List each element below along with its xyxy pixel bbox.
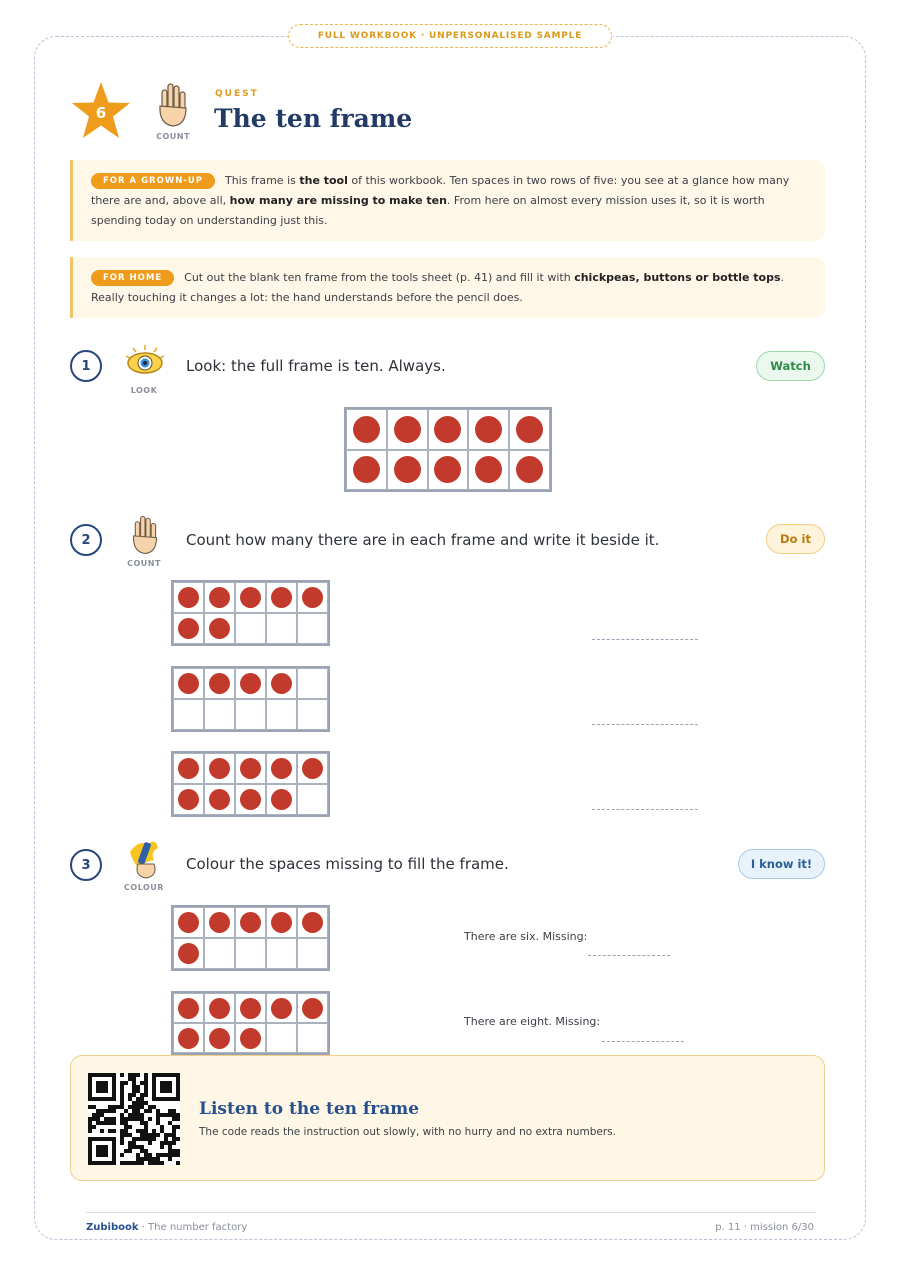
missing-prompt: There are six. Missing:: [464, 930, 588, 943]
counter-dot: [302, 912, 323, 933]
note-bold: the tool: [299, 174, 348, 187]
frame-cell: [266, 582, 297, 613]
frame-cell: [173, 784, 204, 815]
counter-dot: [271, 673, 292, 694]
grown-up-note: [70, 160, 825, 241]
frame-cell[interactable]: [173, 907, 204, 938]
counter-dot: [240, 789, 261, 810]
answer-line[interactable]: [588, 955, 670, 956]
counter-dot: [271, 998, 292, 1019]
frame-cell: [173, 668, 204, 699]
frame-cell[interactable]: [204, 993, 235, 1023]
ten-frame[interactable]: [171, 905, 330, 971]
frame-cell: [204, 699, 235, 730]
frame-cell: [428, 450, 469, 491]
counter-dot: [475, 416, 502, 443]
step-instruction: Count how many there are in each frame and write it beside it.: [186, 531, 660, 549]
counter-dot: [353, 456, 380, 483]
counter-dot: [240, 587, 261, 608]
home-tag: FOR HOME: [91, 270, 174, 286]
counter-dot: [434, 416, 461, 443]
note-text: . Really touching it changes a lot: the hand understands before the pencil does.: [91, 271, 785, 304]
icon-caption-colour: COLOUR: [124, 883, 164, 892]
frame-cell: [204, 668, 235, 699]
ten-frame: [171, 666, 330, 732]
frame-cell[interactable]: [204, 907, 235, 938]
counter-dot: [209, 789, 230, 810]
counter-dot: [240, 912, 261, 933]
frame-cell[interactable]: [297, 1023, 328, 1053]
missing-prompt: There are eight. Missing:: [464, 1015, 601, 1028]
eye-icon: [124, 344, 166, 378]
brand-subtitle: · The number factory: [138, 1222, 248, 1233]
counter-dot: [209, 912, 230, 933]
frame-cell[interactable]: [204, 1023, 235, 1053]
frame-cell: [387, 409, 428, 450]
counter-dot: [434, 456, 461, 483]
qr-code-icon[interactable]: [88, 1073, 180, 1165]
frame-cell[interactable]: [297, 993, 328, 1023]
counter-dot: [178, 1028, 199, 1049]
counter-dot: [240, 998, 261, 1019]
step-instruction: Colour the spaces missing to fill the frame.: [186, 855, 509, 873]
frame-cell[interactable]: [266, 938, 297, 969]
quest-kicker: QUEST: [215, 89, 259, 99]
counter-dot: [178, 587, 199, 608]
frame-cell: [509, 450, 550, 491]
frame-cell: [173, 613, 204, 644]
page-title: The ten frame: [214, 104, 413, 133]
frame-cell: [266, 668, 297, 699]
frame-cell: [346, 409, 387, 450]
frame-cell: [235, 582, 266, 613]
counter-dot: [302, 758, 323, 779]
listen-qr-panel: [70, 1055, 825, 1181]
qr-subtitle: The code reads the instruction out slowly, with no hurry and no extra numbers.: [199, 1126, 616, 1138]
counter-dot: [209, 618, 230, 639]
counter-dot: [178, 943, 199, 964]
counter-dot: [209, 1028, 230, 1049]
frame-cell[interactable]: [173, 938, 204, 969]
counter-dot: [178, 618, 199, 639]
note-bold: how many are missing to make ten: [229, 194, 447, 207]
frame-cell: [266, 699, 297, 730]
i-know-it-button[interactable]: I know it!: [738, 849, 825, 879]
frame-cell: [468, 450, 509, 491]
counter-dot: [271, 587, 292, 608]
answer-line[interactable]: [592, 639, 698, 640]
sample-tag: FULL WORKBOOK · UNPERSONALISED SAMPLE: [288, 24, 612, 48]
frame-cell[interactable]: [235, 907, 266, 938]
frame-cell: [235, 753, 266, 784]
frame-cell: [297, 784, 328, 815]
counting-hand-icon: [130, 512, 160, 558]
step-number: 3: [70, 849, 102, 881]
frame-cell[interactable]: [266, 1023, 297, 1053]
counter-dot: [271, 758, 292, 779]
frame-cell: [204, 753, 235, 784]
counter-dot: [178, 673, 199, 694]
frame-cell: [387, 450, 428, 491]
frame-cell[interactable]: [266, 993, 297, 1023]
counter-dot: [394, 416, 421, 443]
counter-dot: [178, 998, 199, 1019]
frame-cell[interactable]: [297, 938, 328, 969]
note-text: This frame is: [224, 174, 300, 187]
frame-cell: [428, 409, 469, 450]
note-bold: chickpeas, buttons or bottle tops: [574, 271, 781, 284]
counter-dot: [240, 758, 261, 779]
frame-cell: [468, 409, 509, 450]
counter-dot: [209, 998, 230, 1019]
counter-dot: [240, 673, 261, 694]
counter-dot: [209, 758, 230, 779]
counter-dot: [178, 912, 199, 933]
frame-cell: [204, 784, 235, 815]
frame-cell: [297, 753, 328, 784]
ten-frame: [344, 407, 552, 492]
icon-caption-look: LOOK: [130, 386, 158, 395]
frame-cell[interactable]: [266, 907, 297, 938]
frame-cell: [266, 784, 297, 815]
frame-cell[interactable]: [204, 938, 235, 969]
frame-cell: [235, 613, 266, 644]
frame-cell: [235, 668, 266, 699]
frame-cell: [297, 582, 328, 613]
brand-name: Zubibook: [86, 1222, 139, 1233]
frame-cell: [297, 613, 328, 644]
footer-brand: [86, 1222, 247, 1233]
frame-cell[interactable]: [297, 907, 328, 938]
counter-dot: [516, 456, 543, 483]
ten-frame: [171, 580, 330, 646]
footer-divider: [86, 1212, 816, 1213]
counter-dot: [302, 587, 323, 608]
frame-cell: [235, 784, 266, 815]
frame-cell: [235, 699, 266, 730]
frame-cell: [266, 753, 297, 784]
page-number: p. 11 · mission 6/30: [715, 1222, 814, 1233]
counter-dot: [209, 673, 230, 694]
frame-cell[interactable]: [235, 938, 266, 969]
qr-title: Listen to the ten frame: [199, 1099, 420, 1119]
icon-caption-count: COUNT: [127, 559, 161, 568]
step-number: 1: [70, 350, 102, 382]
step-instruction: Look: the full frame is ten. Always.: [186, 357, 446, 375]
frame-cell[interactable]: [173, 993, 204, 1023]
frame-cell: [297, 668, 328, 699]
crayon-colouring-icon: [124, 834, 164, 880]
answer-line[interactable]: [592, 724, 698, 725]
quest-number: 6: [95, 104, 107, 122]
ten-frame[interactable]: [171, 991, 330, 1055]
answer-line[interactable]: [592, 809, 698, 810]
frame-cell: [173, 582, 204, 613]
frame-cell: [266, 613, 297, 644]
counter-dot: [353, 416, 380, 443]
counting-hand-icon: [156, 80, 190, 130]
counter-dot: [475, 456, 502, 483]
grown-up-tag: FOR A GROWN-UP: [91, 173, 215, 189]
do-it-button[interactable]: Do it: [766, 524, 825, 554]
ten-frame: [171, 751, 330, 817]
counter-dot: [394, 456, 421, 483]
frame-cell: [173, 699, 204, 730]
frame-cell: [173, 753, 204, 784]
icon-caption-count: COUNT: [156, 132, 190, 141]
frame-cell[interactable]: [173, 1023, 204, 1053]
home-note: [70, 257, 825, 318]
frame-cell: [204, 613, 235, 644]
counter-dot: [178, 758, 199, 779]
counter-dot: [302, 998, 323, 1019]
note-text: of this workbook. Ten spaces in two rows of five: you see at a glance how many there are and, above all,: [91, 174, 790, 207]
frame-cell: [204, 582, 235, 613]
answer-line[interactable]: [602, 1041, 684, 1042]
counter-dot: [271, 789, 292, 810]
note-text: Cut out the blank ten frame from the tools sheet (p. 41) and fill it with: [184, 271, 575, 284]
frame-cell[interactable]: [235, 1023, 266, 1053]
counter-dot: [209, 587, 230, 608]
counter-dot: [271, 912, 292, 933]
counter-dot: [240, 1028, 261, 1049]
frame-cell: [346, 450, 387, 491]
frame-cell: [509, 409, 550, 450]
frame-cell[interactable]: [235, 993, 266, 1023]
counter-dot: [516, 416, 543, 443]
frame-cell: [297, 699, 328, 730]
watch-button[interactable]: Watch: [756, 351, 825, 381]
note-text: . From here on almost every mission uses it, so it is worth spending today on understanding just this.: [91, 194, 765, 227]
step-number: 2: [70, 524, 102, 556]
counter-dot: [178, 789, 199, 810]
